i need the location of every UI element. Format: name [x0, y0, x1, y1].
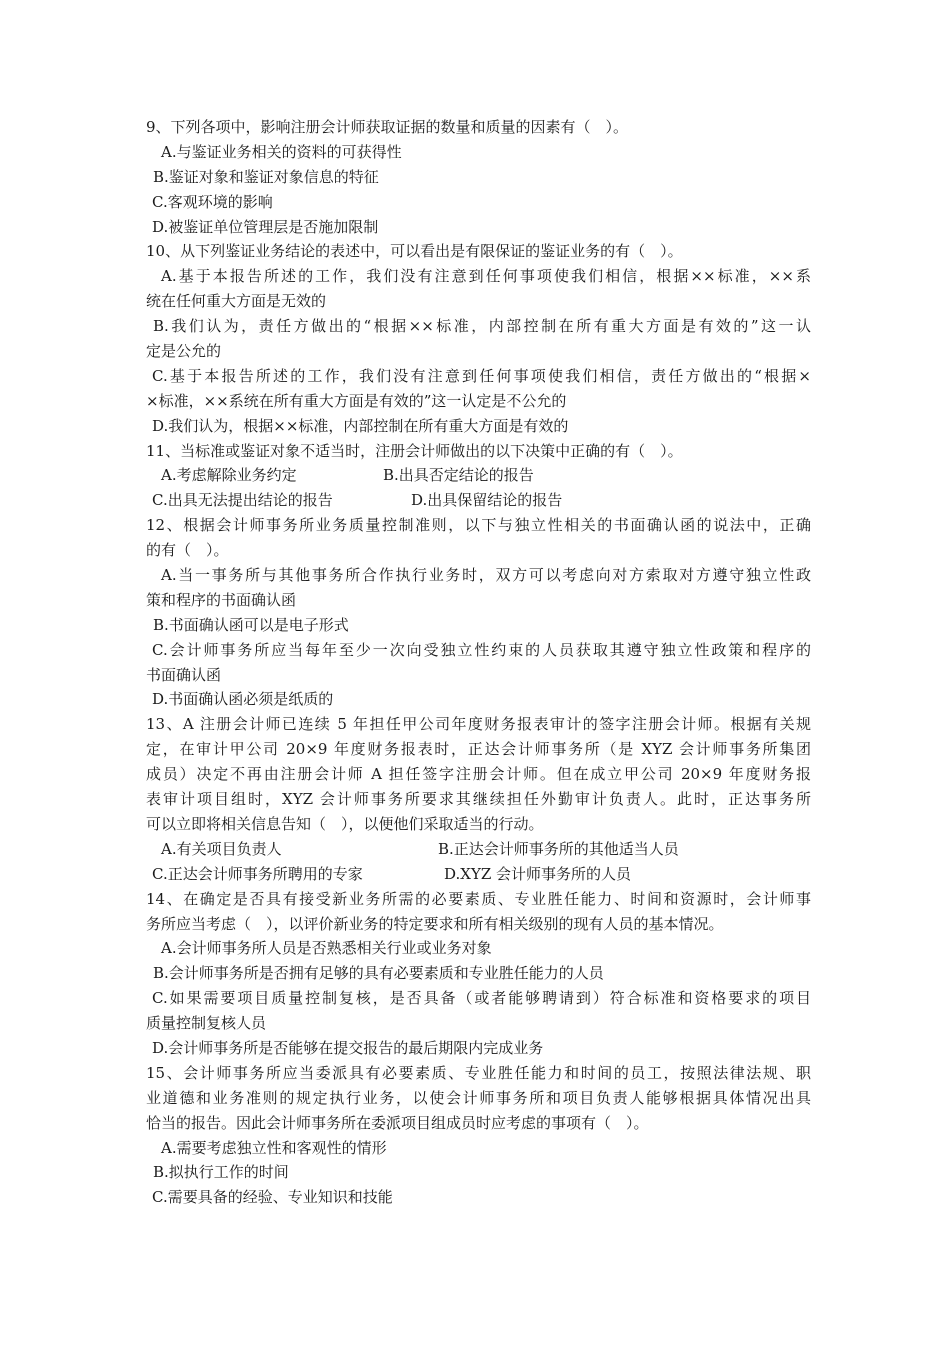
q12-option-a-line2: 策和程序的书面确认函 [146, 590, 297, 609]
q15-stem-line1: 15、会计师事务所应当委派具有必要素质、专业胜任能力和时间的员工，按照法律法规、职 [146, 1063, 811, 1082]
q14-stem-line2: 务所应当考虑（ ），以评价新业务的特定要求和所有相关级别的现有人员的基本情况。 [146, 914, 724, 933]
q11-options-row1 [146, 463, 811, 488]
q12-option-a-line1: A.当一事务所与其他事务所合作执行业务时，双方可以考虑向对方索取对方遵守独立性政 [161, 566, 811, 585]
q11-option-b: B.出具否定结论的报告 [383, 466, 534, 485]
q11-option-a: A.考虑解除业务约定 [161, 466, 297, 485]
q12-option-b: B.书面确认函可以是电子形式 [153, 615, 349, 634]
q13-stem-line3: 成员）决定不再由注册会计师 A 担任签字注册会计师。但在成立甲公司 20×9 年度财务报 [146, 765, 811, 784]
q13-option-a: A.有关项目负责人 [161, 839, 282, 858]
q15-stem-line2: 业道德和业务准则的规定执行业务，以使会计师事务所和项目负责人能够根据具体情况出具 [146, 1088, 811, 1107]
q10-option-b-line1: B.我们认为，责任方做出的“根据××标准，内部控制在所有重大方面是有效的”这一认 [153, 317, 811, 336]
q9-option-c: C.客观环境的影响 [152, 192, 273, 211]
q13-stem-line1: 13、A 注册会计师已连续 5 年担任甲公司年度财务报表审计的签字注册会计师。根据有关规 [146, 715, 811, 734]
q13-option-d: D.XYZ 会计师事务所的人员 [444, 864, 632, 883]
q10-option-d: D.我们认为，根据××标准，内部控制在所有重大方面是有效的 [152, 416, 569, 435]
q14-option-a: A.会计师事务所人员是否熟悉相关行业或业务对象 [161, 939, 492, 958]
q10-option-b-line2: 定是公允的 [146, 342, 222, 361]
q12-option-c-line1: C.会计师事务所应当每年至少一次向受独立性约束的人员获取其遵守独立性政策和程序的 [152, 640, 811, 659]
q13-stem-line5: 可以立即将相关信息告知（ ），以便他们采取适当的行动。 [146, 814, 544, 833]
q9-stem: 9、下列各项中，影响注册会计师获取证据的数量和质量的因素有（ ）。 [146, 118, 629, 136]
q13-options-row2 [146, 862, 811, 887]
q11-options-row2 [146, 488, 811, 513]
q12-stem-line2: 的有（ ）。 [146, 541, 229, 560]
question-list [146, 115, 811, 1210]
q11-stem: 11、当标准或鉴证对象不适当时，注册会计师做出的以下决策中正确的有（ ）。 [146, 441, 683, 460]
q13-option-b: B.正达会计师事务所的其他适当人员 [438, 839, 679, 858]
q9-option-b: B.鉴证对象和鉴证对象信息的特征 [153, 167, 379, 186]
q12-option-c-line2: 书面确认函 [146, 665, 222, 684]
q15-option-a: A.需要考虑独立性和客观性的情形 [161, 1138, 387, 1157]
q10-option-a-line2: 统在任何重大方面是无效的 [146, 292, 327, 311]
q14-option-c-line1: C.如果需要项目质量控制复核，是否具备（或者能够聘请到）符合标准和资格要求的项目 [152, 989, 811, 1008]
q15-option-c: C.需要具备的经验、专业知识和技能 [152, 1188, 393, 1207]
q12-stem-line1: 12、根据会计师事务所业务质量控制准则，以下与独立性相关的书面确认函的说法中，正确 [146, 516, 811, 535]
q11-option-c: C.出具无法提出结论的报告 [152, 491, 333, 510]
q9-option-d: D.被鉴证单位管理层是否施加限制 [152, 217, 379, 236]
q13-stem-line4: 表审计项目组时，XYZ 会计师事务所要求其继续担任外勤审计负责人。此时，正达事务所 [146, 790, 811, 809]
q14-option-c-line2: 质量控制复核人员 [146, 1014, 267, 1033]
q12-option-d: D.书面确认函必须是纸质的 [152, 690, 334, 709]
q13-options-row1 [146, 837, 811, 862]
q14-stem-line1: 14、在确定是否具有接受新业务所需的必要素质、专业胜任能力、时间和资源时，会计师事 [146, 889, 811, 908]
q14-option-b: B.会计师事务所是否拥有足够的具有必要素质和专业胜任能力的人员 [153, 964, 604, 983]
q15-stem-line3: 恰当的报告。因此会计师事务所在委派项目组成员时应考虑的事项有（ ）。 [146, 1113, 649, 1132]
q13-stem-line2: 定，在审计甲公司 20×9 年度财务报表时，正达会计师事务所（是 XYZ 会计师事务所集团 [146, 740, 811, 759]
q11-option-d: D.出具保留结论的报告 [411, 491, 563, 510]
q13-option-c: C.正达会计师事务所聘用的专家 [152, 864, 363, 883]
q14-option-d: D.会计师事务所是否能够在提交报告的最后期限内完成业务 [152, 1038, 544, 1057]
q10-option-a-line1: A.基于本报告所述的工作，我们没有注意到任何事项使我们相信，根据××标准，××系 [161, 267, 811, 286]
q9-option-a: A.与鉴证业务相关的资料的可获得性 [161, 142, 402, 161]
q10-option-c-line1: C.基于本报告所述的工作，我们没有注意到任何事项使我们相信，责任方做出的“根据× [152, 366, 811, 385]
q10-option-c-line2: ×标准，××系统在所有重大方面是有效的”这一认定是不公允的 [146, 391, 567, 410]
q15-option-b: B.拟执行工作的时间 [153, 1163, 289, 1182]
q10-stem: 10、从下列鉴证业务结论的表述中，可以看出是有限保证的鉴证业务的有（ ）。 [146, 242, 683, 261]
